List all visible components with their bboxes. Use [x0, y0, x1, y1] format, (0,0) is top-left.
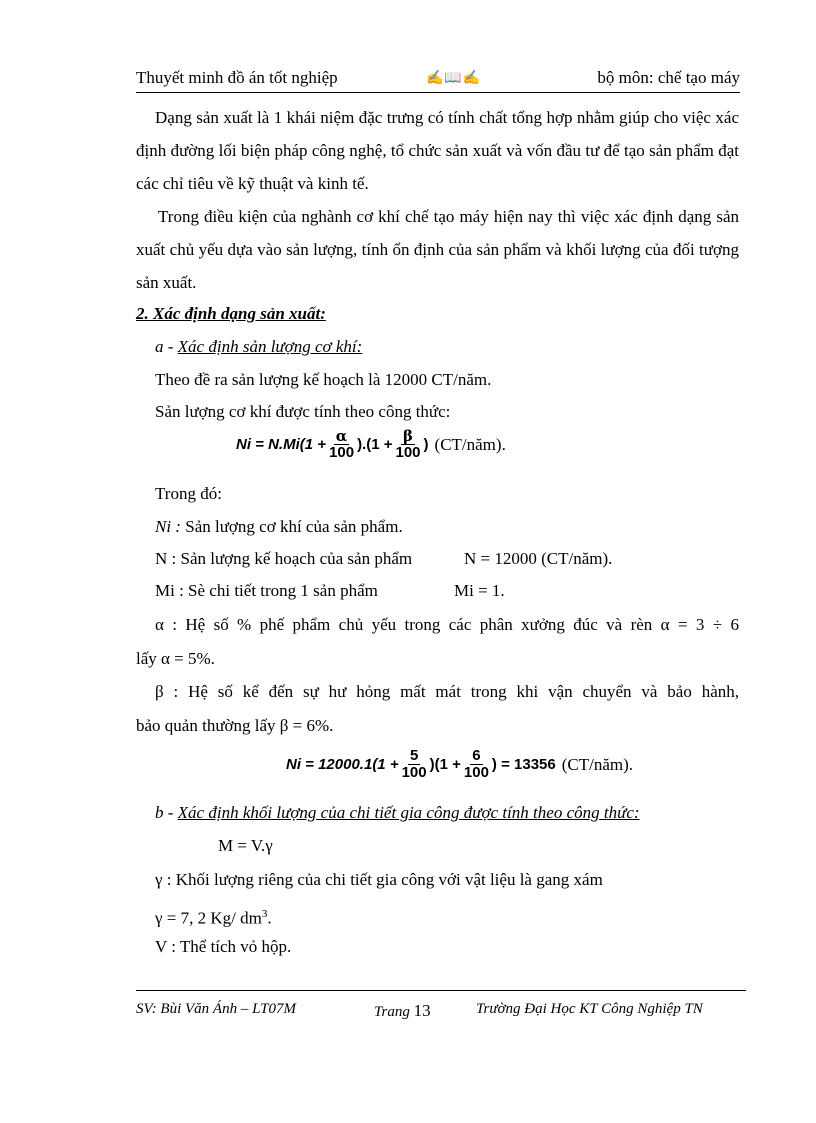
volume-definition: V : Thể tích vỏ hộp.: [155, 937, 292, 956]
formula2-frac1-den: 100: [401, 764, 427, 781]
formula1-mid: ).(1 +: [357, 436, 393, 453]
footer-page-label: Trang: [374, 1004, 410, 1020]
n-definition: N : Sản lượng kế hoạch của sản phẩm: [155, 549, 413, 568]
formula1-frac1-den: 100: [329, 444, 355, 461]
formula1-fraction-beta: [394, 428, 423, 461]
footer-page-number: 13: [413, 1001, 431, 1020]
formula2-end: ) = 13356: [491, 756, 556, 773]
formula-ni-numeric: [286, 748, 633, 781]
formula1-frac1-num: α: [335, 427, 348, 445]
subsection-b-title: Xác định khối lượng của chi tiết gia công được tính theo công thức:: [177, 803, 640, 822]
ni-definition: [155, 516, 403, 538]
ni-symbol: Ni :: [155, 517, 181, 536]
formula1-end: ): [423, 436, 429, 453]
gamma-value: [155, 903, 272, 930]
page-footer: [136, 990, 746, 1021]
subsection-a: [155, 336, 362, 358]
beta-value: bảo quản thường lấy β = 6%.: [136, 716, 334, 735]
subsection-b-prefix: b -: [155, 803, 178, 822]
formula-intro-line: Sản lượng cơ khí được tính theo công thức:: [155, 402, 451, 421]
page-header: [136, 66, 740, 93]
formula2-frac1-num: 5: [409, 747, 419, 764]
formula2-unit: (CT/năm).: [561, 754, 634, 774]
where-label: Trong đó:: [155, 484, 222, 503]
formula1-unit: (CT/năm).: [434, 434, 506, 454]
gamma-definition: γ : Khối lượng riêng của chi tiết gia công với vật liệu là gang xám: [155, 870, 603, 889]
footer-university: Trường Đại Học KT Công Nghiệp TN: [476, 1001, 703, 1017]
gamma-value-text: γ = 7, 2 Kg/ dm: [155, 908, 262, 928]
formula1-fraction-alpha: [327, 428, 356, 461]
n-value: N = 12000 (CT/năm).: [464, 549, 613, 568]
paragraph-determination: Trong điều kiện của nghành cơ khí chế tạo máy hiện nay thì việc xác định dạng sản xuất chủ yếu dựa vào sản lượng, tính ổn định của sản phẩm và khối lượng của đối tượng sản xuất.: [136, 207, 739, 292]
formula2-lhs: Ni = 12000.1(1 +: [286, 756, 399, 773]
formula1-lhs: Ni = N.Mi(1 +: [236, 436, 327, 453]
footer-page: [374, 1001, 431, 1021]
formula1-frac2-num: β: [403, 427, 413, 445]
subsection-a-prefix: a -: [155, 337, 178, 356]
formula2-mid: )(1 +: [429, 756, 461, 773]
mi-value: Mi = 1.: [454, 581, 505, 600]
gamma-value-end: .: [267, 908, 272, 928]
mi-definition: Mi : Sè chi tiết trong 1 sản phẩm: [155, 581, 378, 600]
ni-description: Sản lượng cơ khí của sản phẩm.: [180, 517, 403, 536]
formula2-frac2-num: 6: [472, 747, 481, 764]
gamma-exponent: 3: [261, 908, 268, 920]
subsection-a-title: Xác định sản lượng cơ khí:: [177, 337, 363, 356]
header-department: bộ môn: chế tạo máy: [597, 68, 740, 87]
formula2-fraction-6: [462, 748, 491, 781]
section-heading: 2. Xác định dạng sản xuất:: [136, 304, 326, 323]
subsection-b: [155, 802, 640, 824]
mass-formula: M = V.γ: [218, 836, 273, 855]
beta-definition: β : Hệ số kể đến sự hư hỏng mất mát trong khi vận chuyển và bảo hành,: [155, 682, 739, 701]
book-ornament-icon: ✍📖✍: [426, 71, 482, 86]
alpha-definition: α : Hệ số % phế phẩm chủ yếu trong các phân xưởng đúc và rèn α = 3 ÷ 6: [155, 615, 739, 634]
formula2-fraction-5: [400, 748, 429, 781]
paragraph-production-type: Dạng sản xuất là 1 khái niệm đặc trưng có tính chất tổng hợp nhằm giúp cho việc xác định đường lối biện pháp công nghệ, tổ chức sản xuất và vốn đầu tư để tạo sản phẩm đạt các chỉ tiêu về kỹ thuật và kinh tế.: [136, 108, 739, 193]
formula-ni-general: [236, 428, 506, 461]
formula1-frac2-den: 100: [395, 444, 421, 461]
header-title: Thuyết minh đồ án tốt nghiệp: [136, 68, 338, 87]
footer-student: SV: Bùi Văn Ánh – LT07M: [136, 1001, 296, 1017]
formula2-frac2-den: 100: [463, 764, 489, 781]
alpha-value: lấy α = 5%.: [136, 649, 215, 668]
planned-output-line: Theo đề ra sản lượng kế hoạch là 12000 CT/năm.: [155, 370, 492, 389]
